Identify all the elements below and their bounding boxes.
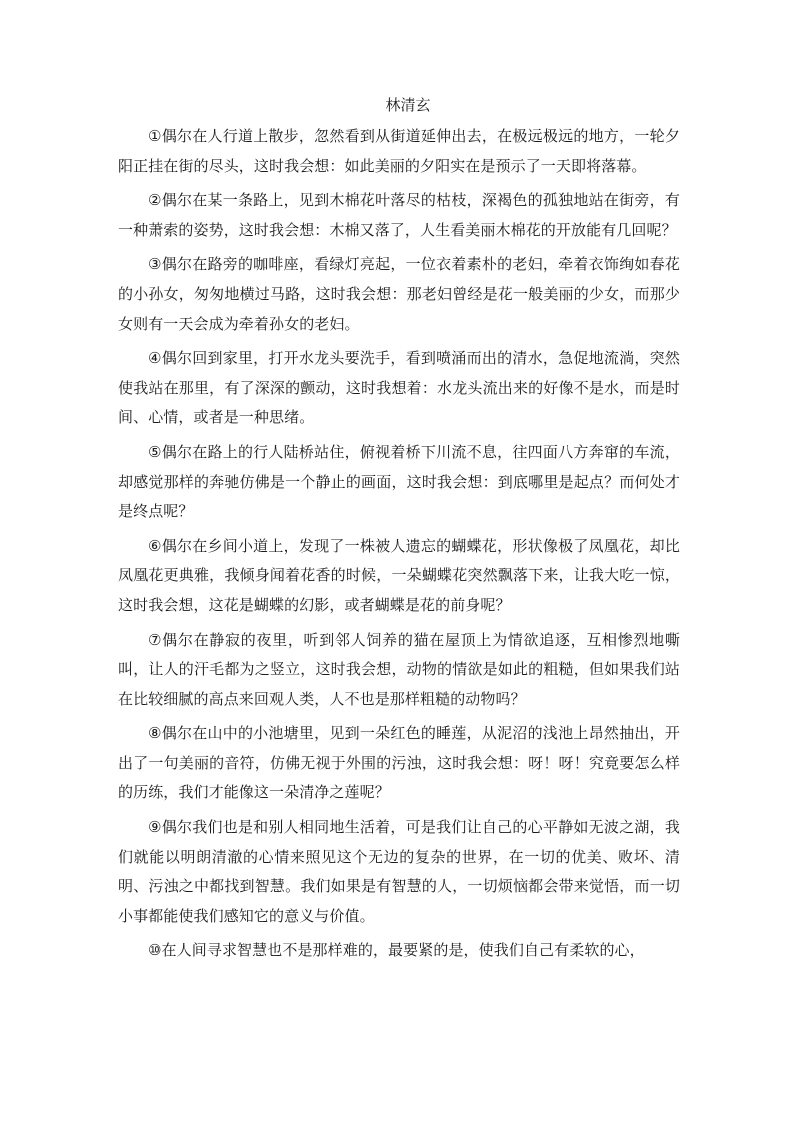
paragraph-3: ③偶尔在路旁的咖啡座，看绿灯亮起，一位衣着素朴的老妇，牵着衣饰绚如春花的小孙女，匆匆地横过马路，这时我会想：那老妇曾经是花一般美丽的少女，而那少女则有一天会成为牵着孙女的老妇。 (118, 255, 680, 333)
paragraph-7: ⑦偶尔在静寂的夜里，听到邻人饲养的猫在屋顶上为情欲追逐，互相惨烈地嘶叫，让人的汗毛都为之竖立，这时我会想，动物的情欲是如此的粗糙，但如果我们站在比较细腻的高点来回观人类，人不也是那样粗糙的动物吗？ (118, 630, 680, 708)
paragraph-4: ④偶尔回到家里，打开水龙头要洗手，看到喷涌而出的清水，急促地流淌，突然使我站在那里，有了深深的颤动，这时我想着：水龙头流出来的好像不是水，而是时间、心情，或者是一种思绪。 (118, 349, 680, 427)
document-body (118, 90, 680, 971)
paragraph-8: ⑧偶尔在山中的小池塘里，见到一朵红色的睡莲，从泥沼的浅池上昂然抽出，开出了一句美丽的音符，仿佛无视于外围的污浊，这时我会想：呀！呀！究竟要怎么样的历练，我们才能像这一朵清净之莲呢？ (118, 724, 680, 802)
paragraph-9: ⑨偶尔我们也是和别人相同地生活着，可是我们让自己的心平静如无波之湖，我们就能以明朗清澈的心情来照见这个无边的复杂的世界，在一切的优美、败坏、清明、污浊之中都找到智慧。我们如果是有智慧的人，一切烦恼都会带来觉悟，而一切小事都能使我们感知它的意义与价值。 (118, 818, 680, 925)
paragraph-2: ②偶尔在某一条路上，见到木棉花叶落尽的枯枝，深褐色的孤独地站在街旁，有一种萧索的姿势，这时我会想：木棉又落了，人生看美丽木棉花的开放能有几回呢？ (118, 191, 680, 239)
paragraph-6: ⑥偶尔在乡间小道上，发现了一株被人遗忘的蝴蝶花，形状像极了凤凰花，却比凤凰花更典雅，我倾身闻着花香的时候，一朵蝴蝶花突然飘落下来，让我大吃一惊，这时我会想，这花是蝴蝶的幻影，或者蝴蝶是花的前身呢？ (118, 536, 680, 614)
paragraph-1: ①偶尔在人行道上散步，忽然看到从街道延伸出去，在极远极远的地方，一轮夕阳正挂在街的尽头，这时我会想：如此美丽的夕阳实在是预示了一天即将落幕。 (118, 127, 680, 175)
paragraph-5: ⑤偶尔在路上的行人陆桥站住，俯视着桥下川流不息，往四面八方奔窜的车流，却感觉那样的奔驰仿佛是一个静止的画面，这时我会想：到底哪里是起点？而何处才是终点呢？ (118, 442, 680, 521)
document-title: 林清玄 (385, 96, 431, 114)
paragraph-10: ⑩在人间寻求智慧也不是那样难的，最要紧的是，使我们自己有柔软的心， (148, 941, 645, 960)
